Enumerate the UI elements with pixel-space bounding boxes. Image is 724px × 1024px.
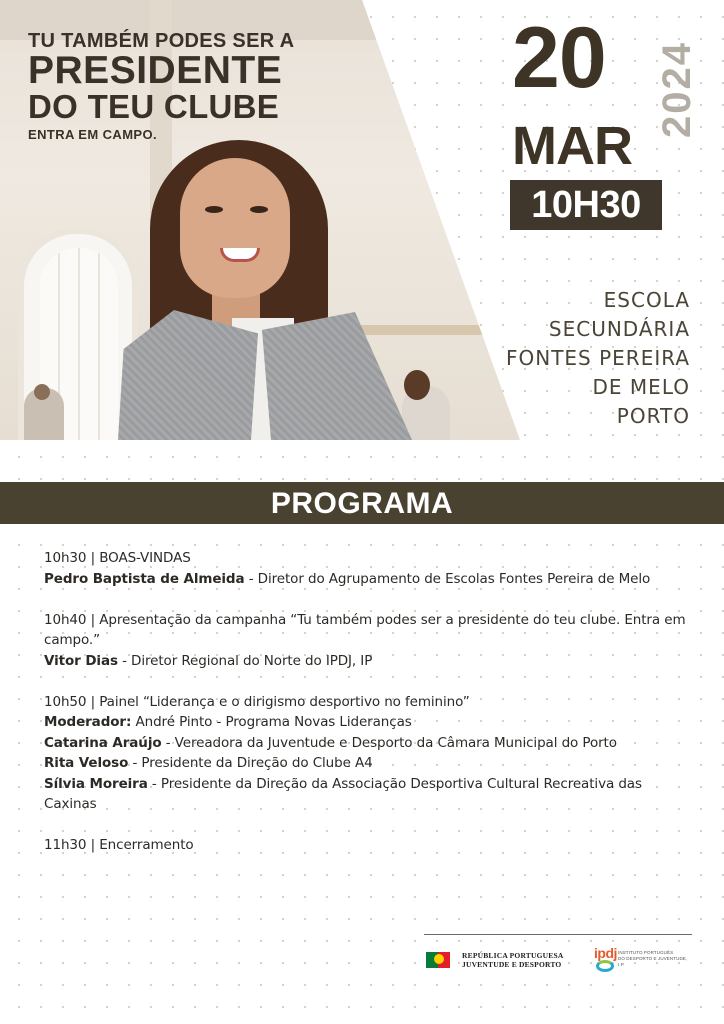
headline-line: TU TAMBÉM PODES SER A: [28, 30, 295, 52]
speaker-line: [44, 651, 694, 672]
ipdj-logo: [594, 944, 694, 974]
speaker-role: André Pinto - Programa Novas Lideranças: [131, 714, 412, 730]
logo-text: [618, 950, 694, 968]
speaker-line: [44, 569, 694, 590]
session-heading: 11h30 | Encerramento: [44, 837, 194, 853]
session-heading: 10h40 | Apresentação da campanha “Tu também podes ser a presidente do teu clube. Entra em campo.”: [44, 611, 686, 648]
venue-line: PORTO: [616, 404, 690, 428]
speaker-role: - Diretor do Agrupamento de Escolas Fontes Pereira de Melo: [244, 570, 651, 587]
logo-text: [462, 951, 563, 969]
session-heading: 10h30 | BOAS-VINDAS: [44, 550, 191, 566]
program-banner: PROGRAMA: [0, 482, 724, 524]
speaker-role: - Presidente da Direção da Associação Desportiva Cultural Recreativa das Caxinas: [44, 775, 642, 812]
venue-line: FONTES PEREIRA: [505, 346, 690, 370]
session-heading: 10h50 | Painel “Liderança e o dirigismo desportivo no feminino”: [44, 693, 470, 710]
headline-title: PRESIDENTE: [28, 49, 283, 92]
logo-text-line: DO DESPORTO E JUVENTUDE, I.P.: [618, 956, 688, 967]
program-session: [44, 610, 694, 672]
woman-eye: [205, 206, 223, 213]
event-day: 20: [512, 10, 606, 106]
speaker-name: Moderador:: [44, 714, 132, 730]
photo-background-person-head: [404, 370, 430, 400]
flag-emblem-icon: [434, 954, 444, 964]
speaker-role: - Presidente da Direção do Clube A4: [128, 755, 373, 771]
speaker-name: Pedro Baptista de Almeida: [44, 570, 245, 587]
event-year: 2024: [655, 41, 699, 139]
headline: [28, 30, 348, 144]
speaker-role: - Vereadora da Juventude e Desporto da Câmara Municipal do Porto: [161, 734, 617, 751]
logo-text-line: JUVENTUDE E DESPORTO: [462, 960, 562, 969]
venue-line: ESCOLA: [603, 288, 690, 312]
venue-line: DE MELO: [592, 375, 690, 399]
event-venue: [490, 286, 690, 431]
photo-background-person-head: [34, 384, 50, 400]
speaker-line: [44, 733, 694, 754]
ipdj-mark: ipdj: [594, 945, 617, 961]
speaker-name: Sílvia Moreira: [44, 775, 148, 792]
speaker-role: - Diretor Regional do Norte do IPDJ, IP: [117, 652, 373, 669]
logo-text-line: REPÚBLICA PORTUGUESA: [462, 951, 564, 960]
program-list: [44, 548, 694, 876]
speaker-line: [44, 753, 694, 774]
program-session: [44, 835, 694, 856]
republica-portuguesa-logo: [426, 950, 566, 972]
speaker-name: Catarina Araújo: [44, 734, 162, 751]
program-session: [44, 548, 694, 589]
speaker-line: [44, 774, 694, 815]
woman-face: [180, 158, 290, 298]
woman-eye: [250, 206, 268, 213]
event-month: MAR: [512, 116, 632, 176]
headline-title: DO TEU CLUBE: [28, 88, 280, 125]
speaker-name: Rita Veloso: [44, 755, 129, 771]
venue-line: SECUNDÁRIA: [548, 317, 690, 341]
woman-blazer: [118, 310, 258, 440]
speaker-name: Vitor Dias: [44, 652, 118, 669]
speaker-line: [44, 712, 694, 733]
ipdj-swirl-icon: [596, 960, 614, 972]
logo-text-line: INSTITUTO PORTUGUÊS: [618, 950, 674, 955]
headline-tagline: ENTRA EM CAMPO.: [28, 127, 158, 142]
program-session: [44, 692, 694, 815]
event-time: 10H30: [510, 180, 662, 230]
footer-divider: [424, 934, 692, 935]
